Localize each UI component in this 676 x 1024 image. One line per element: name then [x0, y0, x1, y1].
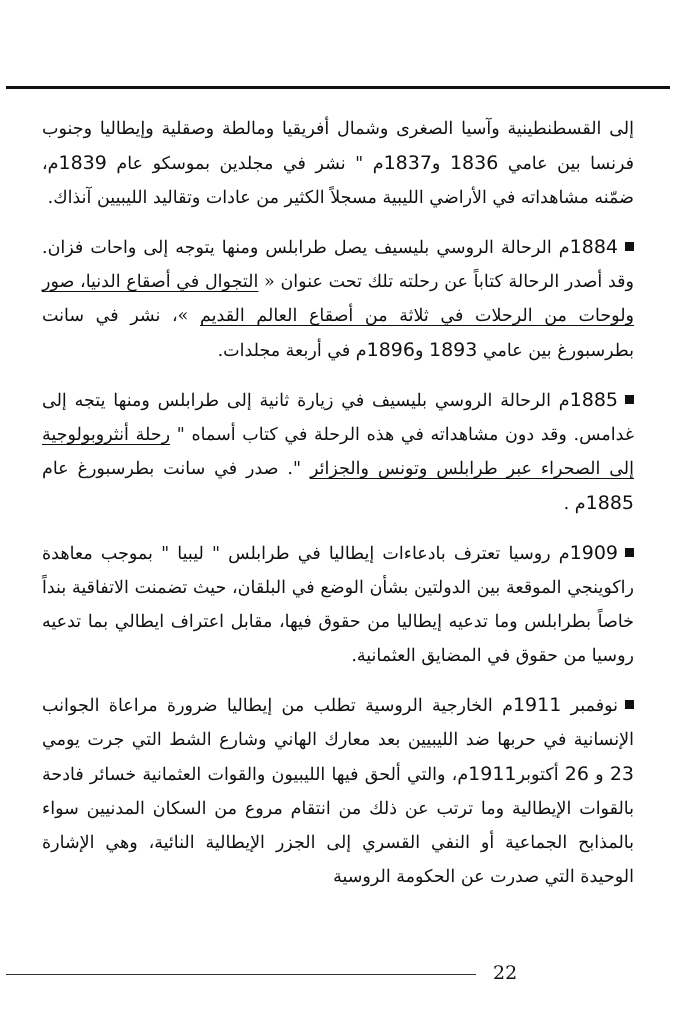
text-run: و [414, 341, 429, 361]
bullet-square-icon [625, 700, 634, 709]
text-run: م الرحالة الروسي بليسيف يصل طرابلس ومنها يتوجه إلى واحات فزان. وقد أصدر الرحالة كتاباً عن رحلته تلك تحت عنوان « [42, 238, 634, 292]
bullet-square-icon [625, 242, 634, 251]
text-run: م الرحالة الروسي بليسيف في زيارة ثانية إلى طرابلس ومنها يتجه إلى غدامس. وقد دون مشاهداته في هذه الرحلة في كتاب أسماه " [42, 391, 634, 445]
top-rule [6, 86, 670, 89]
paragraph [42, 230, 634, 368]
page-number: 22 [493, 962, 518, 984]
text-run: ". صدر في سانت بطرسبورغ عام [42, 459, 310, 479]
text-run: أكتوبر [516, 765, 565, 785]
page-body [42, 112, 634, 894]
text-run: و [588, 765, 610, 785]
number-run: 1893 [428, 339, 478, 361]
text-run: م في أربعة مجلدات. [217, 341, 367, 361]
bullet-square-icon [625, 395, 634, 404]
bullet-square-icon [625, 548, 634, 557]
text-run: »، نشر في سانت بطرسبورغ بين عامي [42, 306, 634, 361]
text-run: إلى القسطنطينية وآسيا الصغرى وشمال أفريقيا ومالطة وصقلية وإيطاليا وجنوب فرنسا بين عامي [42, 119, 635, 174]
number-run: 1885 [569, 389, 618, 411]
text-run: م، والتي ألحق فيها الليبيون والقوات العثمانية خسائر فادحة بالقوات الإيطالية وما ترتب عن ذلك من انتقام مروع من السكان المدنيين سواء بالمذابح الجماعية أو النفي القسري إلى الجزر الإيطالية النائية، وهي الإشارة الوحيدة التي صدرت عن الحكومة الروسية [42, 765, 634, 887]
text-run: م، ضمّنه مشاهداته في الأراضي الليبية مسجلاً الكثير من عادات وتقاليد الليبيين آنذاك. [42, 154, 634, 208]
number-run: 1909 [569, 542, 618, 564]
paragraph [42, 688, 634, 894]
text-run: و [431, 154, 450, 174]
number-run: 23 [609, 763, 634, 785]
paragraph [42, 536, 634, 673]
text-run: م " نشر في مجلدين بموسكو عام [106, 154, 384, 174]
number-run: 1884 [569, 236, 618, 258]
footer-rule [6, 974, 476, 975]
number-run: 26 [564, 763, 589, 785]
paragraph [42, 112, 634, 215]
number-run: 1911 [468, 763, 517, 785]
number-run: 1885 [585, 492, 634, 514]
text-run: نوفمبر [561, 696, 618, 716]
number-run: 1911 [512, 694, 562, 716]
text-run: م الخارجية الروسية تطلب من إيطاليا ضرورة مراعاة الجوانب الإنسانية في حربها ضد الليبيين بعد معارك الهاني وشارع الشط التي جرت يومي [42, 696, 634, 750]
book-title-run: التجوال في أصقاع الدنيا، صور ولوحات من الرحلات في ثلاثة من أصقاع العالم القديم [42, 272, 634, 326]
text-run: م . [563, 494, 586, 514]
text-run: م روسيا تعترف بادعاءات إيطاليا في طرابلس " ليبيا " بموجب معاهدة راكوينجي الموقعة بين الدولتين بشأن الوضع في البلقان، حيث تضمنت الاتفاقية بنداً خاصاً بطرابلس وما تدعيه إيطاليا من حقوق فيها، مقابل اعتراف ايطالي بما تدعيه روسيا من حقوق في المضايق العثمانية. [42, 544, 634, 666]
book-title-run: رحلة أنثروبولوجية إلى الصحراء عبر طرابلس وتونس والجزائر [42, 425, 634, 479]
number-run: 1836 [449, 152, 499, 174]
paragraph [42, 383, 634, 521]
number-run: 1839 [58, 152, 107, 174]
number-run: 1837 [383, 152, 432, 174]
number-run: 1896 [366, 339, 415, 361]
